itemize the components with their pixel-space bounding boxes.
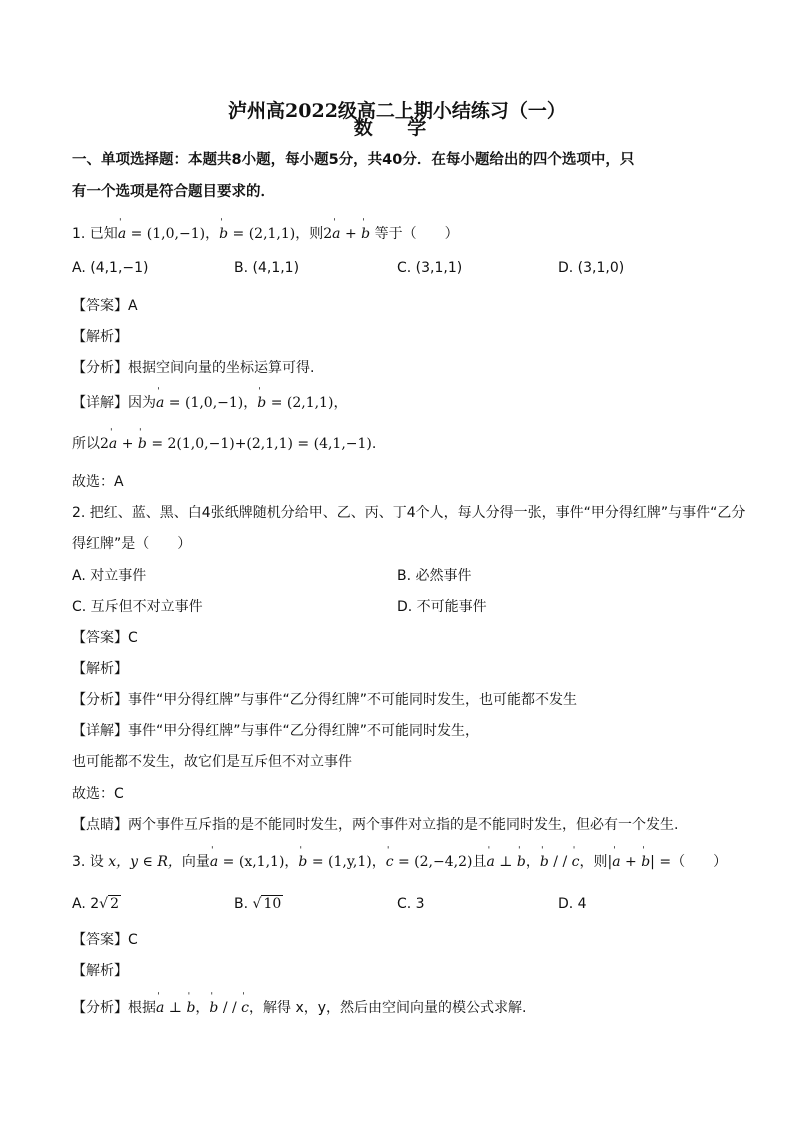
q1-so-coef: 2 [100, 436, 109, 452]
q3-a-value: = (x,1,1) [218, 854, 285, 870]
sqrt-icon: √ [99, 896, 109, 912]
q3-analysis-parallel: / / [218, 1000, 242, 1016]
q3-option-b [234, 894, 283, 914]
vector-c: ˈ c [241, 998, 249, 1018]
q1-analysis: 【分析】根据空间向量的坐标运算可得. [72, 360, 315, 376]
question-2-stem-line2: 得红牌”是（ ） [72, 536, 192, 552]
q1-conclusion [72, 434, 376, 454]
vector-a: ˈ a [210, 852, 218, 872]
q1-detail-b: = (2,1,1) [266, 395, 334, 411]
q3-abs-end: | =（ ） [650, 854, 728, 870]
vector-b: ˈ b [257, 393, 266, 413]
q3-option-c: C. 3 [397, 896, 425, 912]
q3-option-b-radicand: 10 [263, 896, 282, 912]
q3-analysis-prefix: 【分析】根据 [72, 1000, 156, 1016]
q1-jiexi: 【解析】 [72, 329, 128, 345]
page-title: 泸州高2022级高二上期小结练习（一） [228, 100, 566, 122]
q3-vec-word: 向量 [181, 854, 210, 870]
q1-mid: ，则 [295, 226, 324, 242]
section-heading-line1: 一、单项选择题：本题共8小题，每小题5分，共40分．在每小题给出的四个选项中，只 [72, 152, 635, 168]
q3-then: ，则| [579, 854, 613, 870]
vector-c: ˈ c [572, 852, 580, 872]
vector-a: ˈ a [118, 224, 126, 244]
q3-analysis [72, 998, 527, 1018]
q3-comma: ， [195, 1000, 210, 1016]
q3-vars: x，y ∈ R， [103, 854, 182, 870]
q1-detail-sep: ， [243, 395, 258, 411]
q2-dianjing: 【点睛】两个事件互斥指的是不能同时发生，两个事件对立指的是不能同时发生，但必有一个发生. [72, 817, 679, 833]
vector-a: ˈ a [612, 852, 620, 872]
vector-a: ˈ a [156, 998, 164, 1018]
q3-answer: 【答案】C [72, 932, 138, 948]
q1-choose: 故选：A [72, 474, 124, 490]
q3-c-value: = (2,−4,2) [393, 854, 473, 870]
q3-comma: ， [525, 854, 540, 870]
q2-option-b: B. 必然事件 [397, 568, 472, 584]
q1-a-value: = (1,0,−1) [126, 226, 206, 242]
q1-option-a: A. (4,1,−1) [72, 260, 149, 276]
q3-analysis-perp: ⊥ [164, 1000, 187, 1016]
q2-answer: 【答案】C [72, 630, 138, 646]
q3-cond-word: 且 [472, 854, 487, 870]
question-3-stem [72, 852, 727, 872]
vector-a: ˈ a [109, 434, 117, 454]
sqrt-icon: √ [252, 896, 262, 912]
vector-a: ˈ a [332, 224, 340, 244]
q3-analysis-suffix: ，解得 x，y，然后由空间向量的模公式求解. [249, 1000, 527, 1016]
q3-option-a-radicand: 2 [110, 896, 119, 912]
q2-option-c: C. 互斥但不对立事件 [72, 599, 203, 615]
q1-answer: 【答案】A [72, 298, 138, 314]
question-2-stem-line1: 2. 把红、蓝、黑、白4张纸牌随机分给甲、乙、丙、丁4个人，每人分得一张，事件“甲分得红牌”与事件“乙分 [72, 505, 746, 521]
q1-detail-end: ， [333, 395, 348, 411]
q1-sep: ， [205, 226, 220, 242]
q1-plus: + [340, 226, 362, 242]
q2-jiexi: 【解析】 [72, 661, 128, 677]
subject-title: 数 学 [353, 117, 441, 139]
vector-b: ˈ b [209, 998, 218, 1018]
vector-b: ˈ b [641, 852, 650, 872]
vector-b: ˈ b [517, 852, 526, 872]
q2-detail-line1: 【详解】事件“甲分得红牌”与事件“乙分得红牌”不可能同时发生， [72, 723, 480, 739]
q1-prefix: 1. 已知 [72, 226, 118, 242]
vector-b: ˈ b [186, 998, 195, 1018]
q3-plus: + [620, 854, 642, 870]
q1-coef: 2 [323, 226, 333, 242]
q1-b-value: = (2,1,1) [228, 226, 296, 242]
vector-c: ˈ c [386, 852, 394, 872]
q2-choose: 故选：C [72, 786, 124, 802]
vector-b: ˈ b [219, 224, 228, 244]
q3-perp: ⊥ [494, 854, 517, 870]
q3-comma: ， [284, 854, 299, 870]
q1-detail-a: = (1,0,−1) [164, 395, 244, 411]
q3-b-value: = (1,y,1) [307, 854, 372, 870]
section-heading-line2: 有一个选项是符合题目要求的． [72, 184, 275, 200]
vector-a: ˈ a [486, 852, 494, 872]
q3-option-a-coef: A. 2 [72, 896, 100, 912]
q2-option-d: D. 不可能事件 [397, 599, 487, 615]
q2-analysis: 【分析】事件“甲分得红牌”与事件“乙分得红牌”不可能同时发生，也可能都不发生 [72, 692, 578, 708]
q1-so-plus: + [117, 436, 138, 452]
question-1-stem [72, 224, 459, 244]
vector-b: ˈ b [138, 434, 147, 454]
vector-a: ˈ a [156, 393, 164, 413]
q3-option-d: D. 4 [558, 896, 587, 912]
vector-b: ˈ b [298, 852, 307, 872]
q3-option-b-prefix: B. [234, 896, 253, 912]
q1-detail-prefix: 【详解】因为 [72, 395, 156, 411]
q1-suffix: 等于（ ） [370, 226, 459, 242]
q1-detail [72, 393, 347, 413]
q1-option-b: B. (4,1,1) [234, 260, 300, 276]
q3-option-a [72, 894, 121, 914]
q2-detail-line2: 也可能都不发生，故它们是互斥但不对立事件 [72, 754, 352, 770]
q3-jiexi: 【解析】 [72, 963, 128, 979]
q1-so-prefix: 所以 [72, 436, 100, 452]
q2-option-a: A. 对立事件 [72, 568, 147, 584]
q3-prefix: 3. 设 [72, 854, 104, 870]
q3-comma: ， [371, 854, 386, 870]
vector-b: ˈ b [361, 224, 370, 244]
vector-b: ˈ b [540, 852, 549, 872]
q1-so-rest: = 2(1,0,−1)+(2,1,1) = (4,1,−1). [146, 436, 377, 452]
q1-option-c: C. (3,1,1) [397, 260, 463, 276]
q3-parallel: / / [548, 854, 572, 870]
q1-option-d: D. (3,1,0) [558, 260, 625, 276]
